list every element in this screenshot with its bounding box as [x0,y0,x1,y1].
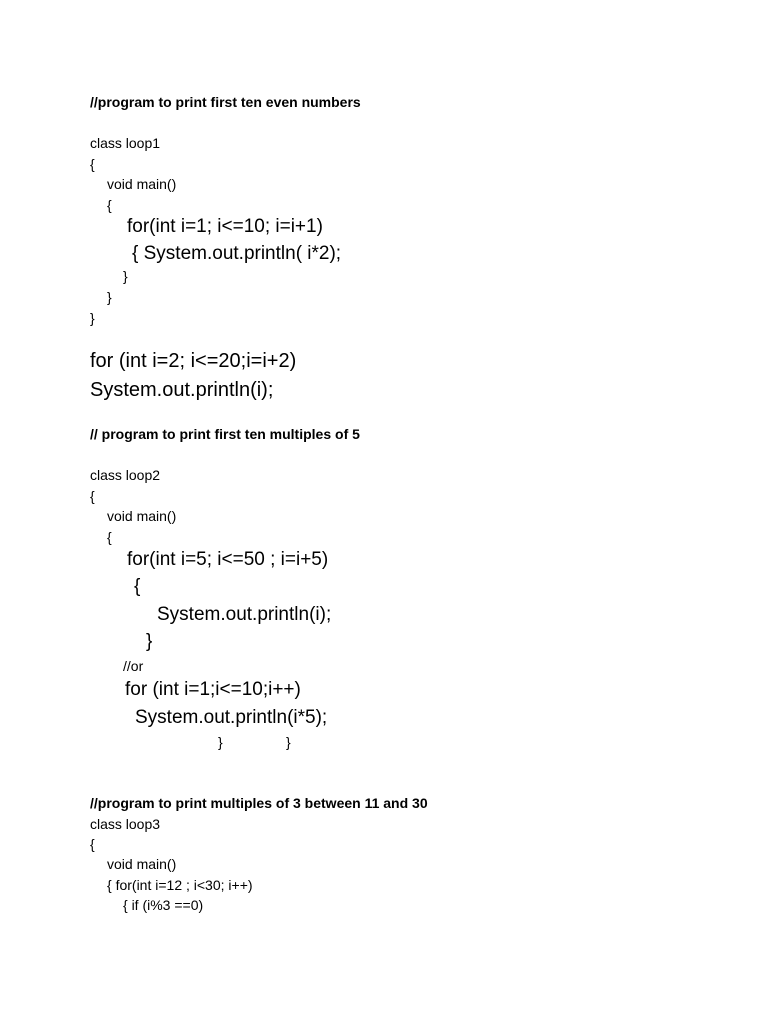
section3-heading: //program to print multiples of 3 between 11 and 30 [90,795,428,811]
code-line: System.out.println(i*5); [135,707,328,728]
code-line: { [90,488,95,504]
code-line: { [90,156,95,172]
code-line: { [107,197,112,213]
code-line: { [90,836,95,852]
code-line: } [107,289,112,305]
code-line: void main() [107,176,177,192]
code-line: { [134,576,141,597]
code-line: } [286,734,291,750]
code-line: for (int i=1;i<=10;i++) [125,679,301,700]
code-line: for (int i=2; i<=20;i=i+2) [90,350,297,372]
code-line: } [218,734,223,750]
code-line: { for(int i=12 ; i<30; i++) [107,877,253,893]
code-line: } [123,268,128,284]
section2-heading: // program to print first ten multiples of 5 [90,426,360,442]
code-line: class loop2 [90,467,161,483]
code-line: class loop1 [90,135,161,151]
code-line: { [107,529,112,545]
code-line: void main() [107,508,177,524]
code-line: for(int i=5; i<=50 ; i=i+5) [127,549,329,570]
code-line: System.out.println(i); [90,379,274,401]
code-line: System.out.println(i); [157,604,332,625]
code-line: } [90,310,95,326]
code-line: for(int i=1; i<=10; i=i+1) [127,216,323,237]
code-comment: //or [123,658,144,674]
code-line: } [146,631,153,652]
code-line: { if (i%3 ==0) [123,897,204,913]
code-line: { System.out.println( i*2); [132,243,342,264]
section1-heading: //program to print first ten even numbers [90,94,361,110]
code-line: void main() [107,856,177,872]
code-line: class loop3 [90,816,161,832]
